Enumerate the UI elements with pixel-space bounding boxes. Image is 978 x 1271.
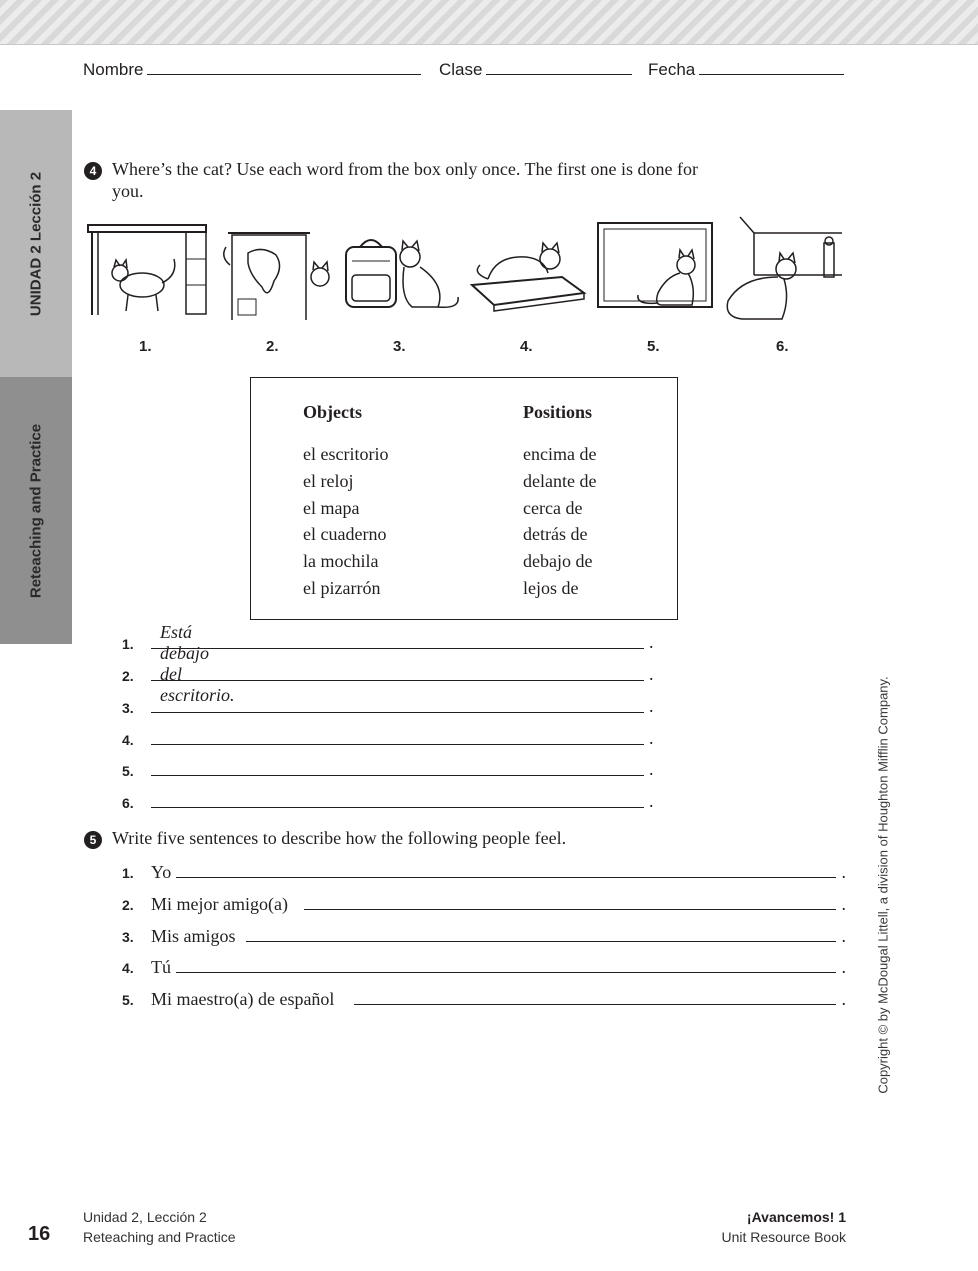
answer-input-line[interactable] [151, 680, 644, 681]
period: . [649, 791, 654, 811]
objects-header: Objects [303, 402, 362, 422]
sentence-number: 5. [122, 992, 134, 1008]
side-tab-unidad-label: UNIDAD 2 Lección 2 [27, 171, 45, 316]
position-word: encima de [523, 444, 597, 464]
cat-under-desk-icon [86, 215, 208, 320]
object-word: la mochila [303, 551, 379, 572]
position-word: detrás de [523, 524, 588, 545]
sample-answer: Está debajo del escritorio. [160, 622, 235, 705]
sentence-input-line[interactable] [176, 972, 836, 973]
answer-input-line[interactable] [151, 807, 644, 808]
sentence-number: 4. [122, 960, 134, 976]
cat-near-backpack-icon [342, 215, 462, 320]
period: . [841, 862, 846, 882]
nombre-line[interactable] [147, 58, 421, 75]
page-number: 16 [28, 1223, 51, 1245]
period: . [841, 957, 846, 977]
period: . [649, 664, 654, 684]
picture-number-5: 5. [647, 338, 660, 355]
clase-label: Clase [439, 60, 483, 79]
cat-on-notebook-icon [466, 215, 590, 320]
fecha-line[interactable] [699, 58, 844, 75]
sentence-input-line[interactable] [176, 877, 836, 878]
word-box [250, 377, 678, 620]
answer-number: 1. [122, 636, 134, 652]
period: . [841, 894, 846, 914]
sentence-item-3 [122, 926, 852, 948]
footer-book-title: ¡Avancemos! 1 [746, 1209, 846, 1225]
positions-column [523, 402, 596, 602]
sentence-number: 1. [122, 865, 134, 881]
activity-4-instructions-line2: you. [112, 181, 144, 201]
sentence-item-1 [122, 862, 852, 884]
position-word: lejos de [523, 577, 579, 598]
sentence-item-2 [122, 894, 852, 916]
nombre-label: Nombre [83, 60, 144, 79]
side-tab-unidad [0, 110, 72, 377]
period: . [841, 989, 846, 1009]
nombre-field [83, 58, 421, 80]
side-tab-reteaching-label: Reteaching and Practice [27, 423, 45, 598]
period: . [841, 926, 846, 946]
period: . [649, 728, 654, 748]
answer-number: 4. [122, 732, 134, 748]
sentence-item-4 [122, 957, 852, 979]
answer-number: 2. [122, 668, 134, 684]
object-word: el escritorio [303, 444, 389, 464]
decorative-header-band [0, 0, 978, 45]
object-word: el mapa [303, 497, 360, 518]
answer-input-line[interactable] [151, 648, 644, 649]
object-word: el cuaderno [303, 524, 387, 545]
sentence-prompt: Mi maestro(a) de español [151, 989, 335, 1009]
answer-input-line[interactable] [151, 712, 644, 713]
cat-behind-map-icon [218, 215, 338, 320]
cat-in-front-of-board-icon [596, 215, 716, 320]
positions-header: Positions [523, 402, 593, 422]
sentence-prompt: Mi mejor amigo(a) [151, 894, 288, 914]
answer-input-line[interactable] [151, 775, 644, 776]
footer-unit: Unidad 2, Lección 2 [83, 1209, 207, 1225]
period: . [649, 696, 654, 716]
position-word: debajo de [523, 551, 593, 572]
footer-book-subtitle: Unit Resource Book [721, 1229, 846, 1245]
object-word: el pizarrón [303, 577, 381, 598]
picture-number-2: 2. [266, 338, 279, 355]
clase-line[interactable] [486, 58, 632, 75]
fecha-label: Fecha [648, 60, 696, 79]
picture-number-1: 1. [139, 338, 152, 355]
activity-4-number: 4 [84, 162, 102, 180]
sentence-input-line[interactable] [354, 1004, 836, 1005]
position-word: cerca de [523, 497, 583, 518]
activity-5-instructions: Write five sentences to describe how the following people feel. [112, 828, 567, 848]
period: . [649, 632, 654, 652]
sentence-input-line[interactable] [246, 941, 836, 942]
footer-section: Reteaching and Practice [83, 1229, 236, 1245]
footer-left [83, 1207, 236, 1247]
activity-4-instructions-line1: Where’s the cat? Use each word from the box only once. The first one is done for [112, 159, 698, 179]
answer-number: 5. [122, 763, 134, 779]
sentence-prompt: Tú [151, 957, 171, 977]
objects-column [303, 402, 388, 602]
sentence-prompt: Yo [151, 862, 172, 882]
picture-number-3: 3. [393, 338, 406, 355]
answer-input-line[interactable] [151, 744, 644, 745]
sentence-input-line[interactable] [304, 909, 836, 910]
clase-field [439, 58, 632, 80]
sentence-item-5 [122, 989, 852, 1011]
activity-4-instructions [112, 158, 698, 202]
side-tab-reteaching [0, 377, 72, 644]
position-word: delante de [523, 470, 597, 491]
copyright-notice: Copyright © by McDougal Littell, a division of Houghton Mifflin Company. [875, 676, 891, 1094]
period: . [649, 759, 654, 779]
footer-right [721, 1207, 846, 1247]
sentence-prompt: Mis amigos [151, 926, 236, 946]
answer-number: 3. [122, 700, 134, 716]
answer-number: 6. [122, 795, 134, 811]
picture-number-6: 6. [776, 338, 789, 355]
fecha-field [648, 58, 844, 80]
cat-far-from-clock-icon [722, 215, 844, 320]
sentence-number: 3. [122, 929, 134, 945]
sentence-number: 2. [122, 897, 134, 913]
picture-number-4: 4. [520, 338, 533, 355]
activity-5-number: 5 [84, 831, 102, 849]
object-word: el reloj [303, 470, 354, 491]
